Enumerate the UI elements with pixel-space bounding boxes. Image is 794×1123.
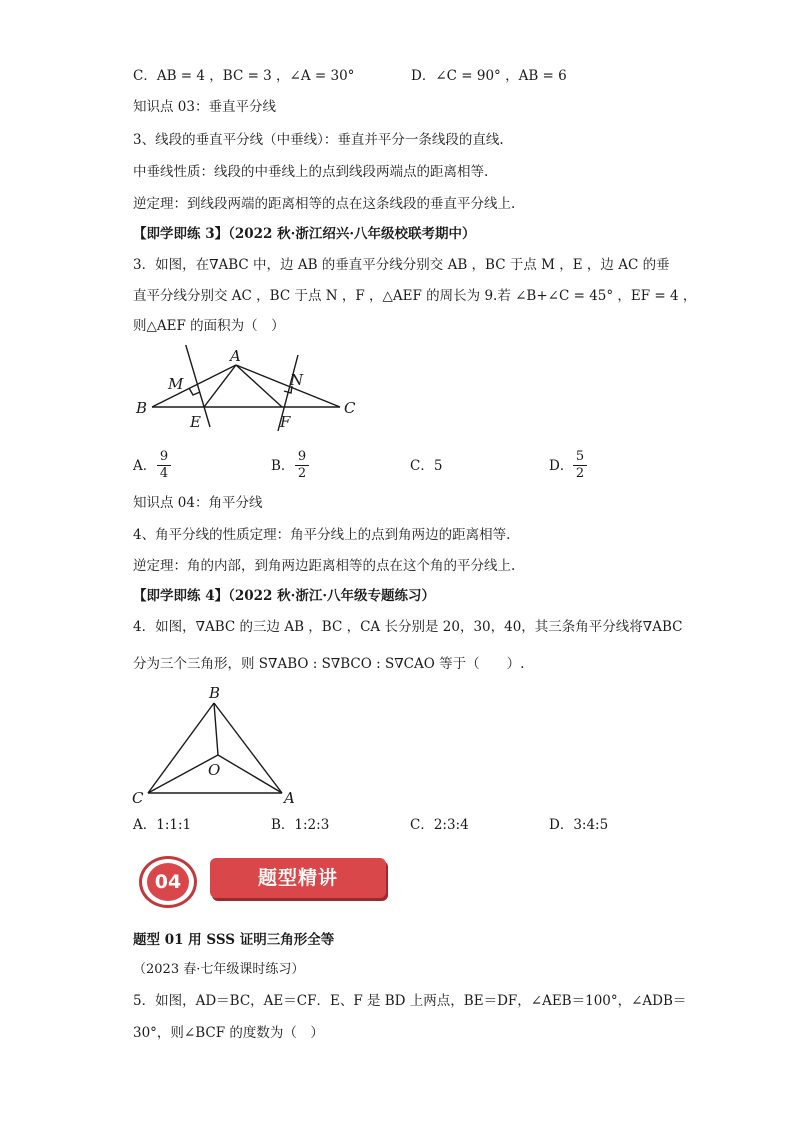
segment-ba xyxy=(214,703,282,793)
kp04-converse: 逆定理：角的内部，到角两边距离相等的点在这个角的平分线上. xyxy=(133,558,516,574)
ex3-option-a-numerator: 9 xyxy=(157,449,171,466)
ex3-option-c: C．5 xyxy=(410,458,443,474)
segment-bo xyxy=(214,703,218,755)
ex3-option-b-denominator: 2 xyxy=(297,466,307,481)
ex3-option-b-prefix: B． xyxy=(271,458,295,474)
option-d-top: D．∠C = 90° ，AB = 6 xyxy=(411,68,567,84)
ex4-line2: 分为三个三角形，则 S∇ABO : S∇BCO : S∇CAO 等于（ ）. xyxy=(133,656,525,672)
label-a: A xyxy=(284,789,295,807)
ex4-option-d: D．3:4:5 xyxy=(549,817,609,833)
ex3-option-d-fraction xyxy=(573,449,587,482)
label-n: N xyxy=(290,371,304,389)
kp03-definition: 3、线段的垂直平分线（中垂线）：垂直并平分一条线段的直线. xyxy=(133,132,504,148)
ex3-option-a-denominator: 4 xyxy=(159,466,169,481)
ex4-option-a: A．1:1:1 xyxy=(133,817,192,833)
ex3-option-a-fraction xyxy=(157,449,171,482)
label-c: C xyxy=(132,789,144,807)
segment-bc xyxy=(148,703,214,793)
label-m: M xyxy=(168,375,184,393)
kp04-title: 知识点 04：角平分线 xyxy=(133,495,263,511)
type01-title: 题型 01 用 SSS 证明三角形全等 xyxy=(133,932,335,948)
kp03-property: 中垂线性质：线段的中垂线上的点到线段两端点的距离相等. xyxy=(133,164,489,180)
section-title-banner xyxy=(210,858,386,898)
ex3-option-a-prefix: A． xyxy=(133,458,157,474)
label-b: B xyxy=(136,399,148,417)
ex3-option-d-numerator: 5 xyxy=(573,449,587,466)
ex4-tag: 【即学即练 4】（2022 秋·浙江·八年级专题练习） xyxy=(133,588,436,604)
ex3-option-d-denominator: 2 xyxy=(575,466,585,481)
label-o: O xyxy=(208,761,221,779)
kp04-property: 4、角平分线的性质定理：角平分线上的点到角两边的距离相等. xyxy=(133,527,511,543)
segment-ao xyxy=(218,755,282,793)
section-title: 题型精讲 xyxy=(257,867,338,889)
ex4-line1: 4．如图，∇ABC 的三边 AB ，BC ，CA 长分别是 20，30，40，其三条角平分线将∇ABC xyxy=(133,619,683,635)
label-a: A xyxy=(230,347,241,365)
label-c: C xyxy=(344,399,356,417)
label-e: E xyxy=(190,413,201,431)
label-b: B xyxy=(209,684,221,702)
ex3-tag: 【即学即练 3】（2022 秋·浙江绍兴·八年级校联考期中） xyxy=(133,226,476,242)
ex4-figure xyxy=(130,683,310,807)
section-number: 04 xyxy=(147,863,189,901)
type01-source: （2023 春·七年级课时练习） xyxy=(133,962,305,977)
kp03-converse: 逆定理：到线段两端的距离相等的点在这条线段的垂直平分线上. xyxy=(133,196,516,212)
section-number-badge xyxy=(139,856,197,908)
option-c-top: C．AB = 4 ，BC = 3 ，∠A = 30° xyxy=(133,68,355,84)
ex4-option-c: C．2:3:4 xyxy=(410,817,469,833)
type01-line1: 5．如图，AD＝BC，AE＝CF．E、F 是 BD 上两点，BE＝DF，∠AEB＝100°，∠ADB＝ xyxy=(133,993,687,1009)
label-f: F xyxy=(280,413,291,431)
kp03-title: 知识点 03：垂直平分线 xyxy=(133,99,276,115)
ex3-option-b-numerator: 9 xyxy=(295,449,309,466)
type01-line2: 30°，则∠BCF 的度数为（ ） xyxy=(133,1025,324,1041)
ex3-line3: 则△AEF 的面积为（ ） xyxy=(133,318,285,334)
ex3-line1: 3．如图，在∇ABC 中，边 AB 的垂直平分线分别交 AB ，BC 于点 M ，E ，边 AC 的垂 xyxy=(133,257,670,273)
segment-ae xyxy=(204,365,236,407)
ex3-figure xyxy=(132,345,372,435)
ex3-line2: 直平分线分别交 AC ，BC 于点 N ，F ，△AEF 的周长为 9.若 ∠B+∠C = 45° ，EF = 4 ， xyxy=(133,288,697,304)
segment-ac xyxy=(236,365,340,407)
segment-af xyxy=(236,365,282,407)
ex4-option-b: B．1:2:3 xyxy=(271,817,330,833)
ex3-option-b-fraction xyxy=(295,449,309,482)
ex3-option-d-prefix: D． xyxy=(549,458,574,474)
